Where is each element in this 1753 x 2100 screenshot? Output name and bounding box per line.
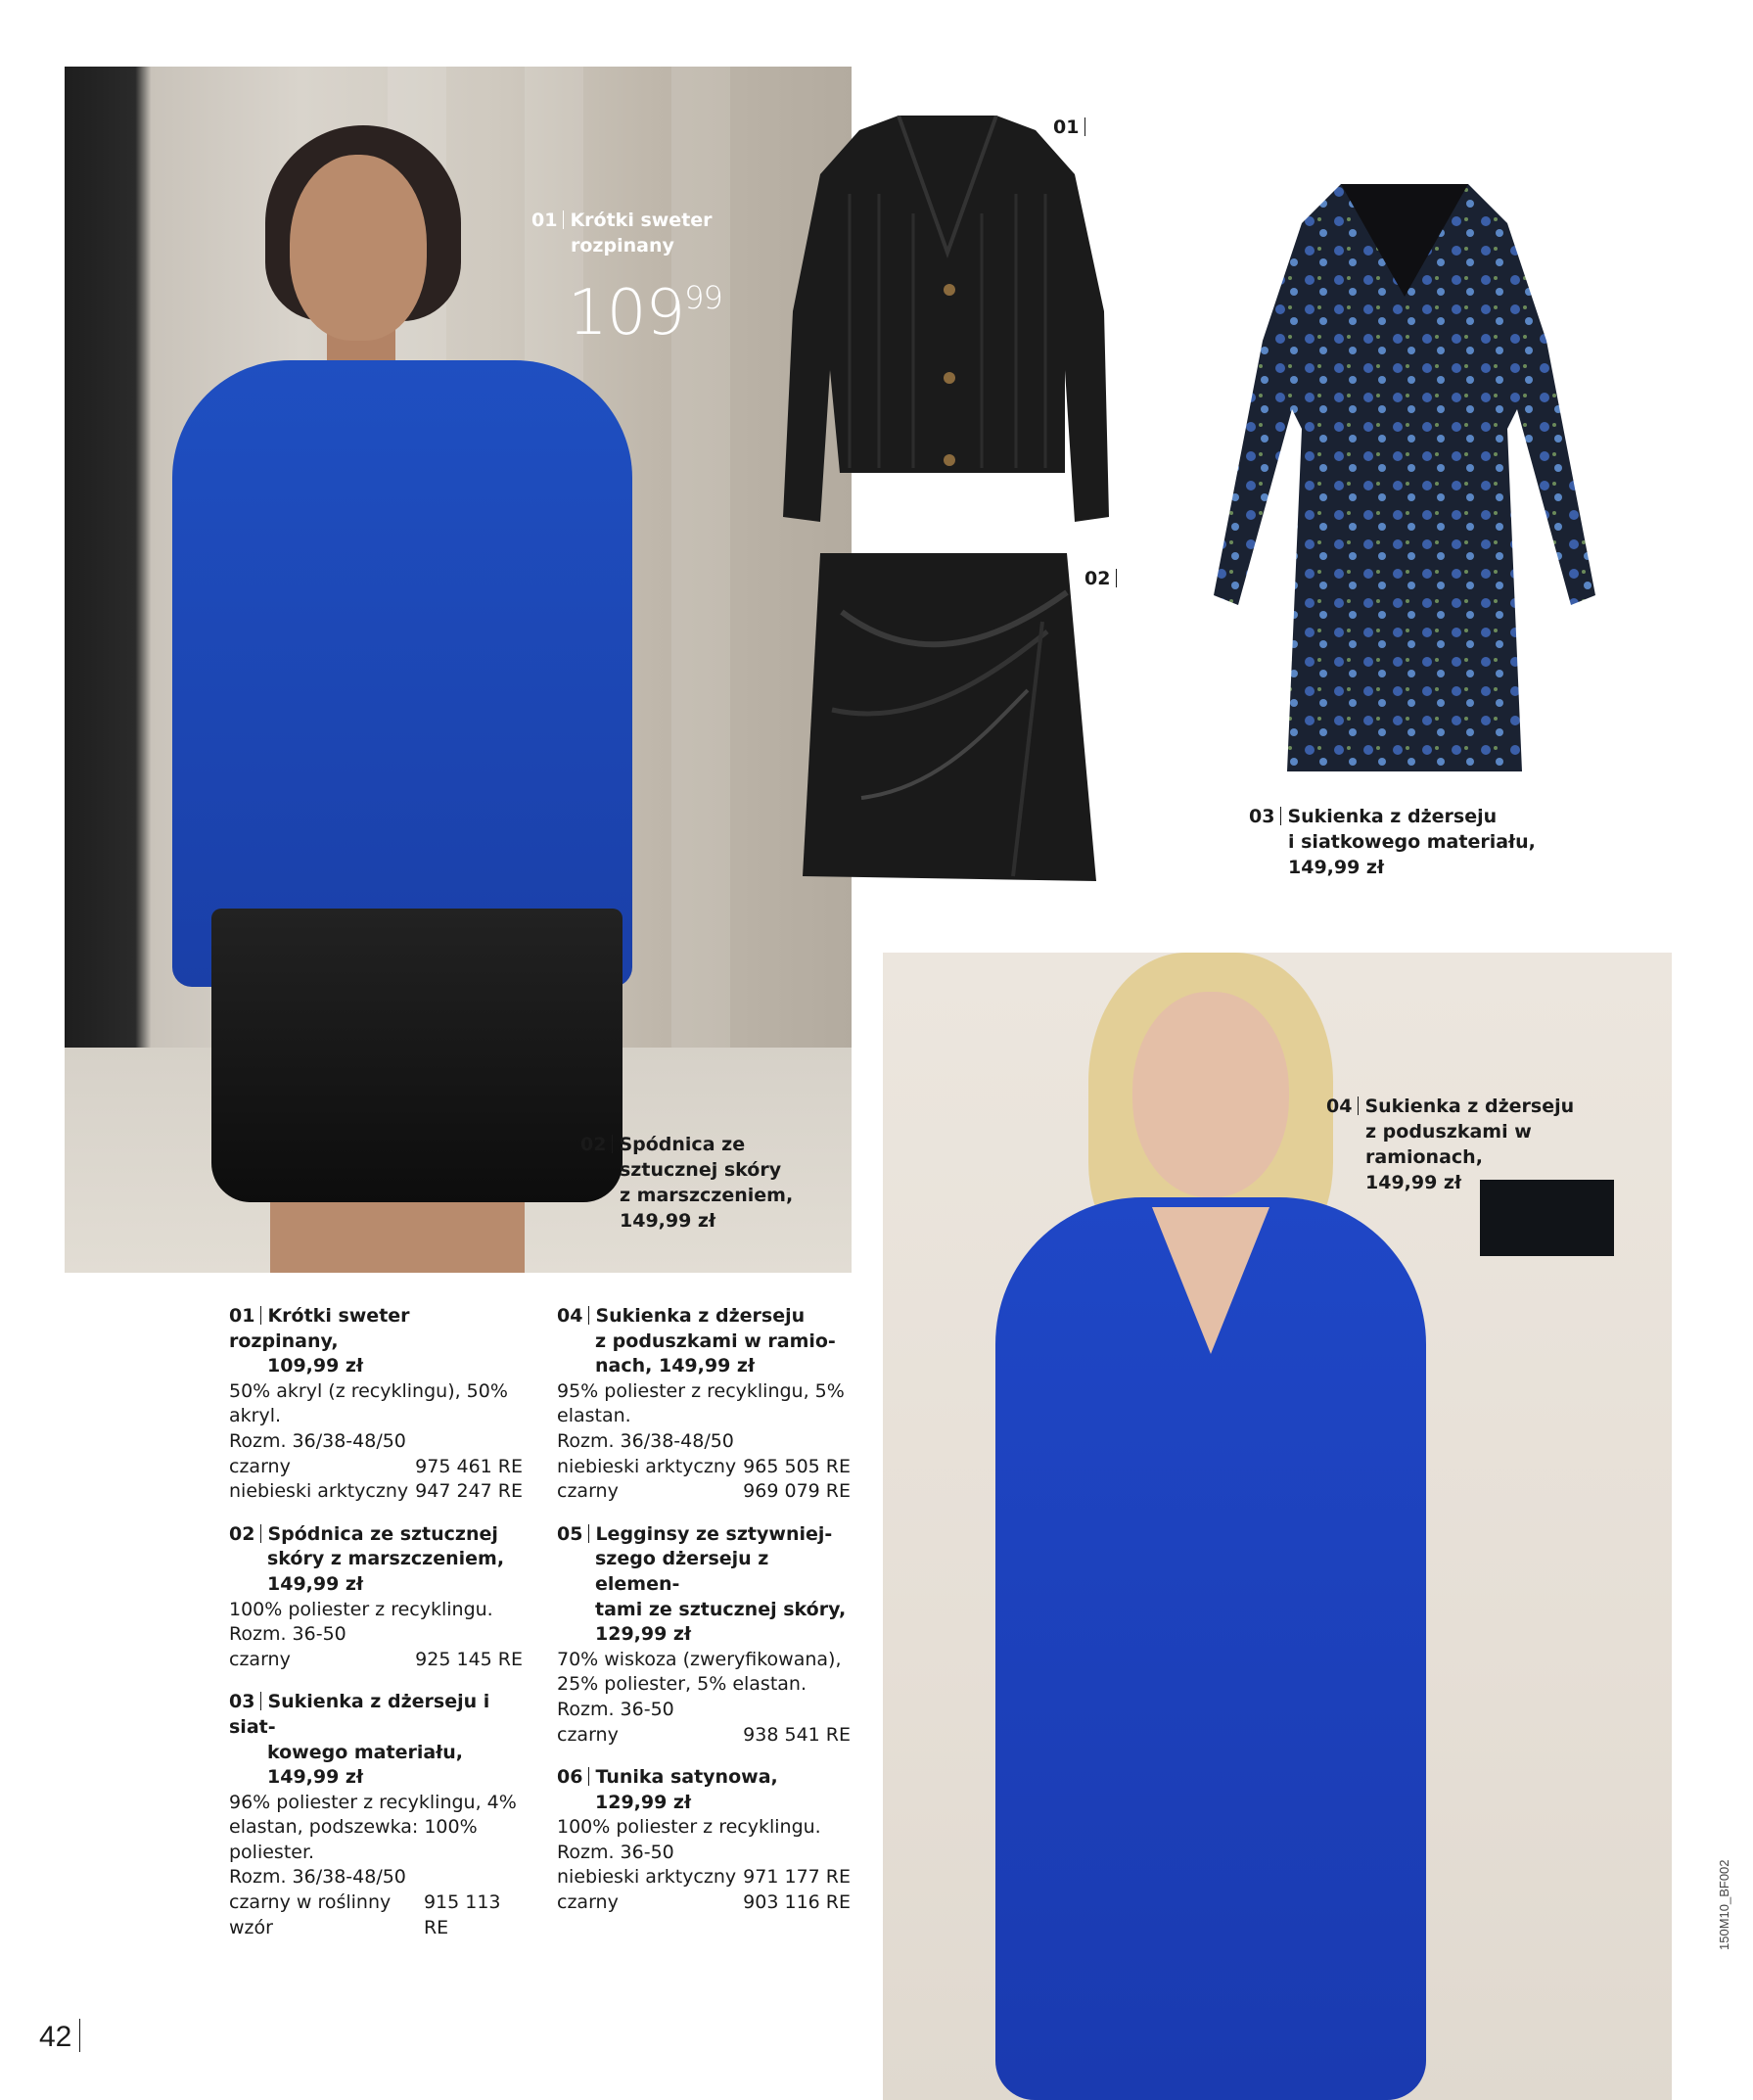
callout-line: 149,99 zł: [1365, 1172, 1462, 1193]
catalog-code: 150M10_BF002: [1717, 1859, 1731, 1950]
item-title: 109,99 zł: [267, 1355, 364, 1377]
variant-code: 903 116 RE: [743, 1891, 851, 1914]
item-desc: 25% poliester, 5% elastan.: [557, 1673, 807, 1696]
marker-cardigan: [1053, 115, 1091, 140]
item-title: 129,99 zł: [595, 1791, 692, 1813]
callout-line: i siatkowego materiału,: [1288, 831, 1536, 853]
variant-row: [229, 1648, 523, 1673]
variant-color: niebieski arktyczny: [557, 1866, 737, 1889]
item-title: Sukienka z dżerseju i siat-: [229, 1691, 490, 1738]
callout-number: 02: [580, 1134, 607, 1155]
black-cardigan-image: [781, 116, 1114, 527]
variant-row: [229, 1479, 523, 1505]
variant-row: [229, 1455, 523, 1480]
floral-dress-image: [1214, 184, 1595, 771]
item-number: 06: [557, 1766, 583, 1789]
item-number: 03: [229, 1691, 255, 1713]
hero-price-main: 109: [568, 277, 685, 350]
item-title: Legginsy ze sztywniej-: [595, 1522, 833, 1545]
variant-color: czarny: [557, 1891, 619, 1914]
callout-line: 149,99 zł: [1288, 857, 1385, 878]
item-title: kowego materiału,: [267, 1741, 463, 1763]
variant-code: 975 461 RE: [415, 1455, 523, 1477]
variant-code: 938 541 RE: [743, 1723, 851, 1746]
callout-number: 01: [531, 210, 558, 231]
variant-code: 947 247 RE: [415, 1480, 523, 1503]
variant-code: 971 177 RE: [743, 1866, 851, 1889]
callout-line: Sukienka z dżerseju: [1287, 806, 1498, 827]
list-item: [229, 1690, 523, 1940]
variant-color: czarny: [229, 1455, 291, 1477]
item-desc: 50% akryl (z recyklingu), 50%: [229, 1379, 508, 1402]
callout-number: 04: [1326, 1096, 1353, 1117]
list-item: [557, 1522, 851, 1748]
variant-color: niebieski arktyczny: [557, 1455, 737, 1477]
item-desc: 100% poliester z recyklingu.: [229, 1598, 493, 1620]
item-number: 04: [557, 1305, 583, 1327]
variant-color: czarny w roślinny wzór: [229, 1891, 392, 1938]
variant-row: [557, 1723, 851, 1749]
item-desc: Rozm. 36/38-48/50: [229, 1429, 406, 1452]
variant-row: [557, 1479, 851, 1505]
callout-line: sztucznej skóry: [620, 1159, 782, 1181]
list-item: [557, 1304, 851, 1505]
variant-code: 969 079 RE: [743, 1480, 851, 1503]
item-desc: Rozm. 36-50: [229, 1623, 346, 1646]
hero-price-cents: 99: [684, 279, 722, 316]
list-item: [229, 1304, 523, 1505]
item-desc: elastan.: [557, 1405, 631, 1427]
item-desc: Rozm. 36-50: [557, 1841, 674, 1863]
variant-code: 965 505 RE: [743, 1455, 851, 1477]
item-desc: Rozm. 36/38-48/50: [229, 1866, 406, 1889]
item-number: 02: [229, 1522, 255, 1545]
item-number: 01: [229, 1305, 255, 1327]
item-title: 149,99 zł: [267, 1572, 364, 1595]
variant-color: niebieski arktyczny: [229, 1480, 409, 1503]
callout-line: z marszczeniem,: [620, 1185, 794, 1206]
product-list-left: [229, 1304, 523, 1958]
hero-price: [568, 266, 722, 350]
color-swatch-black: [1480, 1180, 1614, 1256]
variant-row: [557, 1865, 851, 1890]
item-desc: 95% poliester z recyklingu, 5%: [557, 1379, 845, 1402]
list-item: [229, 1522, 523, 1673]
item-title: tami ze sztucznej skóry,: [595, 1598, 847, 1620]
hero-callout-skirt: [580, 1132, 835, 1234]
item-title: Sukienka z dżerseju: [595, 1305, 806, 1327]
product-list-right: [557, 1304, 851, 1934]
variant-row: [229, 1890, 523, 1940]
variant-row: [557, 1455, 851, 1480]
variant-code: 925 145 RE: [415, 1648, 523, 1670]
item-title: 129,99 zł: [595, 1623, 692, 1646]
item-desc: akryl.: [229, 1405, 282, 1427]
page-number: [39, 2019, 86, 2054]
dress-callout: [1249, 804, 1543, 880]
item-title: 149,99 zł: [267, 1766, 364, 1789]
hero-callout-cardigan: [531, 208, 747, 258]
item-desc: 96% poliester z recyklingu, 4%: [229, 1791, 517, 1813]
item-title: nach, 149,99 zł: [595, 1355, 756, 1377]
callout-number: 03: [1249, 806, 1275, 827]
item-desc: Rozm. 36-50: [557, 1698, 674, 1720]
item-title: skóry z marszczeniem,: [267, 1548, 505, 1570]
callout-line: z poduszkami w ramionach,: [1365, 1121, 1532, 1168]
item-title: Tunika satynowa,: [595, 1766, 778, 1789]
item-desc: poliester.: [229, 1841, 315, 1863]
marker-number: 01: [1053, 117, 1080, 138]
item-desc: 70% wiskoza (zweryfikowana),: [557, 1648, 842, 1670]
marker-skirt: [1084, 566, 1123, 591]
item-number: 05: [557, 1522, 583, 1545]
item-title: Krótki sweter rozpinany,: [229, 1305, 410, 1352]
variant-color: czarny: [557, 1480, 619, 1503]
callout-line: Sukienka z dżerseju: [1364, 1096, 1575, 1117]
variant-row: [557, 1890, 851, 1916]
callout-name-line2: rozpinany: [571, 235, 674, 257]
callout-name-line1: Krótki sweter: [570, 210, 713, 231]
variant-color: czarny: [229, 1648, 291, 1670]
callout-line: 149,99 zł: [620, 1210, 716, 1232]
page-number-text: 42: [39, 2021, 72, 2053]
variant-code: 915 113 RE: [423, 1891, 501, 1938]
callout-line: Spódnica ze: [619, 1134, 746, 1155]
item-title: szego dżerseju z elemen-: [595, 1548, 769, 1595]
list-item: [557, 1765, 851, 1916]
item-desc: elastan, podszewka: 100%: [229, 1816, 478, 1839]
item-desc: 100% poliester z recyklingu.: [557, 1816, 821, 1839]
item-desc: Rozm. 36/38-48/50: [557, 1429, 734, 1452]
item-title: Spódnica ze sztucznej: [267, 1522, 498, 1545]
item-title: z poduszkami w ramio-: [595, 1330, 836, 1352]
leather-skirt-image: [803, 553, 1096, 886]
marker-number: 02: [1084, 568, 1111, 589]
variant-color: czarny: [557, 1723, 619, 1746]
